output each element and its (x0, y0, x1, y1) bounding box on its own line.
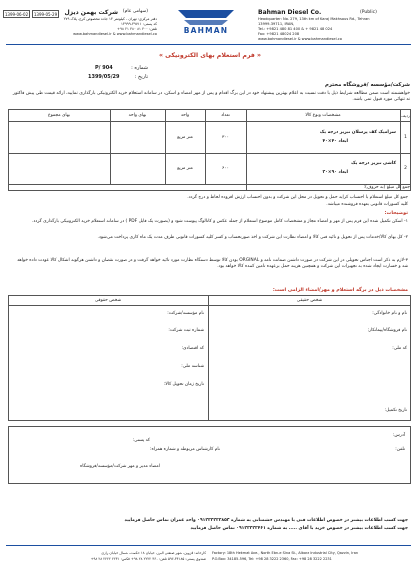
date-box-1: 1399-06-02 (4, 12, 29, 17)
company-type-en: (Public) (360, 9, 377, 15)
contact-label: نام کارشناس مربوطه و شماره همراه: (150, 447, 220, 452)
legal-field-1: نام مؤسسه/شرکت: (167, 311, 204, 316)
legal-field-2: شماره ثبت شرکت: (168, 328, 204, 333)
address-label: آدرس: (392, 433, 405, 438)
note-1: ۱- اسکن تکمیل شده این فرم پس از مهر و امضاء مجاز و مشخصات کامل موضوع استعلام از جمله عکس و کاتالوگ پیوست شود و (بصورت یک فایل PDF ) در سامانه استعلام خرید الکترونیکی بارگذاری گردد. (31, 219, 408, 224)
th-qty: تعداد (221, 112, 230, 118)
note-3: ۳-لازم به ذکر است اجناس تحویلی در این شرکت در صورت داشتن ضمانت نامه و ORGINAL بودن کالا توسط دستگاه نظارت مورد تائید خواهد گرفت و در صورت نقصان و داشتن هرگونه اشکال کالا عودت داده خواهد شد و خسارت ایجاد شده به تجهیزات این شرکت و همچنین هزینه حمل برعهده تامین کننده کالا خواهد بود. (17, 258, 408, 269)
phone-label: تلفن: (395, 447, 405, 452)
table-row-1-no: 1 (404, 134, 407, 140)
form-title: « فرم استعلام بهای الکترونیکی » (158, 52, 262, 59)
postal-en: 13999-39711, IRAN, (258, 22, 295, 26)
footer-divider (6, 545, 411, 546)
tel-en: Tel.: +9821 480 81 400 & + 9821 48 024 (258, 27, 333, 31)
table-row-1-unit: متر مربع (177, 134, 193, 140)
real-field-2: نام فروشگاه/پیمانکار: (367, 328, 407, 333)
footer-contact-1: جهت کسب اطلاعات بیشتر در خصوص اطلاعات فنی با مهندس حشمتانی به شماره ۰۹۱۲۲۲۲۲۲۸۵۳ واحد عمران تماس حاصل فرمایید (124, 518, 408, 523)
th-unit-price: بهای واحد (128, 112, 147, 118)
number-label: شماره : (131, 65, 148, 71)
web-en: www.bahmandiesel.ir & www.bahmandiesel.co (258, 37, 342, 41)
company-name-en: Bahman Diesel Co. (258, 9, 322, 16)
hq-address-fa: دفتر مرکزی: تهران - کیلومتر ۱۳ جاده مخصوص کرج، پلاک ۲۷۹ (63, 17, 157, 21)
postal-fa: کد پستی: ۳۹۷۱۱-۱۳۹۹۹ (121, 22, 157, 26)
bahman-logo (170, 6, 242, 36)
legal-person-header: شخص حقوقی (94, 297, 122, 303)
th-spec: مشخصات ونوع کالا (305, 112, 341, 118)
factory-en-2: P.O.Box: 34185-596, Tel: +98 28 3222 2360, Fax: +98 28 3222 2231 (212, 557, 332, 561)
footer-contact-2: جهت کسب اطلاعات بیشتر در خصوص خرید با آقای ..... به شماره ۰۹۱۲۲۲۲۲۴۶۱ تماس حاصل فرمایید (190, 526, 408, 531)
web-fa: www.bahmandiesel.ir & www.bahmandiesel.co (73, 32, 157, 36)
date-box-2: 1399-05-29 (33, 12, 58, 17)
table-row-2-spec: کاشی تبریز درجه یک (351, 161, 396, 166)
hq-address-en: Headquarter: No. 279, 13th km of Karaj Makhsous Rd., Tehran (258, 17, 370, 21)
tel-fa: تلفن: ۴۰۰ ۸۱ ۴۸۰ ۲۱ ۹۸+ (117, 27, 157, 31)
seller-section-title: مشخصات ذیل در برگه استعلام و مهر/امضاء الزامی است: (272, 288, 408, 293)
date-value: 1399/05/29 (88, 74, 120, 80)
real-field-1: نام و نام خانوادگی: (372, 311, 407, 316)
table-row-2-total (8, 153, 110, 184)
company-name-fa: شرکت بهمن دیزل (64, 9, 118, 16)
real-field-6: تاریخ تکمیل: (384, 408, 407, 413)
brand-wordmark: BAHMAN (183, 26, 229, 35)
table-row-2-unit-price (110, 153, 165, 184)
postal-code-label: کد پستی: (132, 438, 150, 443)
real-field-3: کد ملی: (392, 346, 407, 351)
table-row-2-spec-size: ابعاد ۹۰×۳۰ (322, 170, 348, 175)
salutation: شرکت/مؤسسه /فروشگاه محترم (324, 82, 410, 88)
table-row-1-unit-price (110, 121, 165, 153)
header-divider (6, 44, 411, 45)
table-row-2-no: 2 (404, 166, 407, 171)
note-pre-1: جمع کل مبلغ استعلام با احتساب کرایه حمل و تحویل در محل این شرکت و بدون احتساب ارزش افزوده لحاظ و درج گردد. (187, 195, 408, 200)
table-row-1-spec-size: ابعاد ۴۰×۴۰ (322, 139, 348, 144)
note-2: ۲- کل بهای کالا/خدمات پس از تحویل و تائید فنی کالا و امضاء نظارت این شرکت و اخذ صورتحساب و کسر کلیه کسورات قانونی ظرف مدت یک ماه کاری پرداخت می‌شود. (97, 235, 408, 240)
th-total: بهای مجموع (47, 112, 71, 118)
th-row: ردیف (401, 112, 410, 118)
date-label: تاریخ : (134, 74, 148, 80)
legal-field-4: شناسه ملی: (181, 364, 204, 369)
real-person-header: شخص حقیقی (296, 297, 323, 303)
notes-title: توضیحات: (384, 211, 408, 216)
factory-fa-2: صندوق پستی: ۳۴۱۸۵-۵۹۶ تلفن: ۳۶۰ ۲۲۲۲ ۲۸ ۹۸+ فکس: ۲۲۳۱ ۲۲۲۲ ۲۸ ۹۸+ (90, 557, 206, 561)
intro-text: خواهشمند است ضمن مطالعه شرایط ذیل با دقت نسبت به اعلام بهترین پیشنهاد خود در این برگ اقدام و پس از مهر امضاء و اسکن، در سامانه استعلام خرید الکترونیکی بارگذاری نمایید، ارائه قیمت طی پیش فاکتور نه تنهائی مورد قبول نمی باشد. (12, 91, 410, 103)
table-row-1-qty: ۳۰۰ (221, 134, 230, 140)
table-row-1-spec: سرامیک کف پرسلان تبریز درجه یک (319, 130, 396, 135)
th-unit: واحد (180, 112, 190, 118)
fax-en: Fax: +9821 48024 208 (258, 32, 300, 36)
stamp-label: امضاء مدیر و مهر شرکت/مؤسسه/فروشگاه (80, 464, 160, 469)
total-in-words-label: جمع کل مبلغ (به حروف): (363, 185, 410, 190)
legal-field-3: کد اقتصادی: (181, 346, 204, 351)
table-row-2-unit: متر مربع (177, 166, 193, 171)
note-pre-2: کلیه کسورات قانونی بعهده فروشنده میباشد. (326, 202, 408, 207)
table-row-2-qty: ۶۰۰ (221, 166, 230, 171)
factory-en: Factory: 18th Hekmat Ave., North Ebn-e Sina St., Alborz Industrial City, Qazvin, Iran (212, 551, 359, 555)
company-type-fa: (سهامی عام) (122, 9, 148, 14)
number-value: P/ 904 (95, 65, 113, 71)
legal-field-5: تاریخ زمان تحویل کالا: (163, 382, 204, 387)
factory-fa: کارخانه: قزوین، شهر صنعتی البرز، خیابان ۱۸ حکمت، شمال خیابان رازی (101, 551, 206, 555)
table-row-1-total (8, 121, 110, 153)
